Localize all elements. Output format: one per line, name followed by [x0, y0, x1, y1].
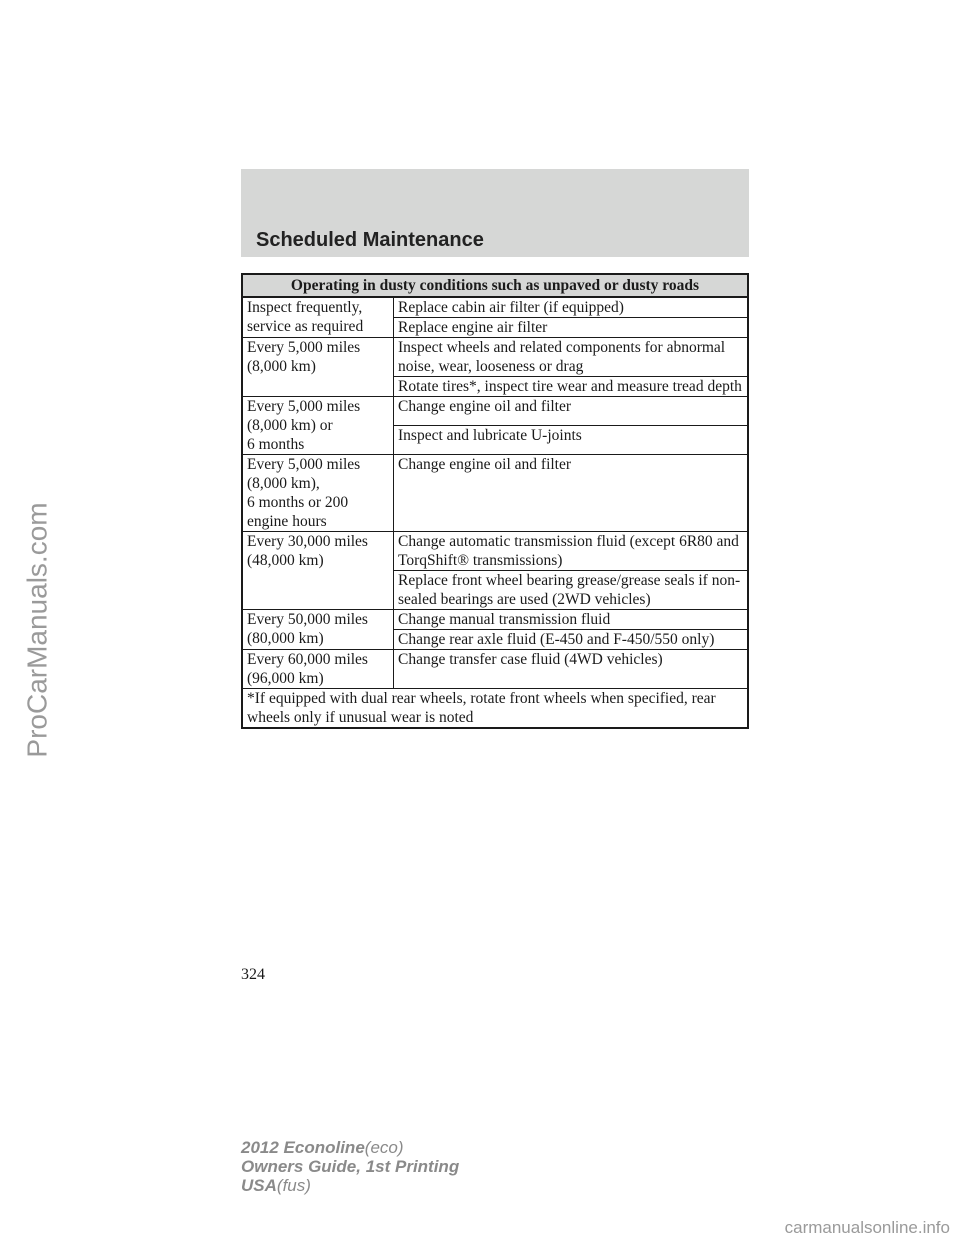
table-body — [242, 297, 748, 728]
task-cell: Change transfer case fluid (4WD vehicles) — [394, 650, 749, 689]
task-cell: Inspect wheels and related components for abnormal noise, wear, looseness or drag — [394, 338, 749, 377]
interval-cell: Every 30,000 miles (48,000 km) — [242, 532, 394, 610]
interval-cell: Inspect frequently, service as required — [242, 297, 394, 338]
task-cell: Change rear axle fluid (E-450 and F-450/550 only) — [394, 630, 749, 650]
task-cell: Change engine oil and filter — [394, 397, 749, 426]
bottom-watermark: carmanualsonline.info — [784, 1218, 950, 1237]
side-watermark-text: ProCarManuals.com — [22, 502, 54, 758]
task-cell: Change automatic transmission fluid (except 6R80 and TorqShift® transmissions) — [394, 532, 749, 571]
table-row — [242, 397, 748, 426]
table-row — [242, 297, 748, 318]
footnote-cell: *If equipped with dual rear wheels, rotate front wheels when specified, rear wheels only if unusual wear is noted — [242, 689, 748, 729]
table-heading: Operating in dusty conditions such as unpaved or dusty roads — [242, 274, 748, 297]
interval-cell: Every 5,000 miles (8,000 km) — [242, 338, 394, 397]
task-cell: Change manual transmission fluid — [394, 610, 749, 630]
task-cell: Change engine oil and filter — [394, 455, 749, 532]
task-cell: Replace engine air filter — [394, 318, 749, 338]
page-number: 324 — [241, 966, 265, 983]
footnote-row — [242, 689, 748, 729]
maintenance-table — [241, 273, 749, 729]
document-footer — [241, 1138, 459, 1195]
table-row — [242, 610, 748, 630]
table-row — [242, 455, 748, 532]
footer-model: 2012 Econoline — [241, 1138, 365, 1157]
interval-cell: Every 50,000 miles (80,000 km) — [242, 610, 394, 650]
footer-market: USA — [241, 1176, 277, 1195]
section-title: Scheduled Maintenance — [256, 229, 484, 251]
footer-market-code: (fus) — [276, 1176, 311, 1195]
section-header — [241, 169, 749, 257]
table-row — [242, 532, 748, 571]
task-cell: Inspect and lubricate U-joints — [394, 426, 749, 455]
task-cell: Replace cabin air filter (if equipped) — [394, 297, 749, 318]
side-watermark — [8, 20, 68, 1240]
footer-line-1 — [241, 1138, 459, 1157]
footer-line-3 — [241, 1176, 459, 1195]
interval-cell: Every 5,000 miles (8,000 km), 6 months or 200 engine hours — [242, 455, 394, 532]
table-row — [242, 650, 748, 689]
task-cell: Rotate tires*, inspect tire wear and measure tread depth — [394, 377, 749, 397]
interval-cell: Every 5,000 miles (8,000 km) or 6 months — [242, 397, 394, 455]
interval-cell: Every 60,000 miles (96,000 km) — [242, 650, 394, 689]
task-cell: Replace front wheel bearing grease/grease seals if non-sealed bearings are used (2WD vehicles) — [394, 571, 749, 610]
footer-model-code: (eco) — [364, 1138, 404, 1157]
table-row — [242, 338, 748, 377]
footer-line-2: Owners Guide, 1st Printing — [241, 1157, 460, 1176]
